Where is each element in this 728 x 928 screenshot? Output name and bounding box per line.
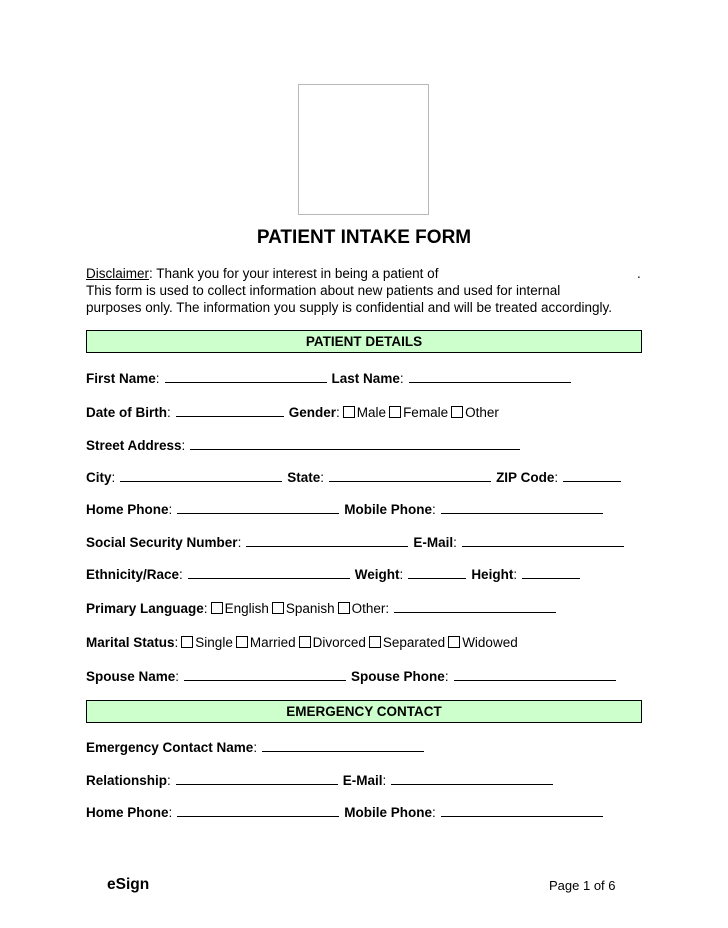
row-name: First Name : Last Name : [86, 369, 576, 387]
weight-label: Weight [354, 567, 400, 582]
gender-other-checkbox[interactable] [451, 406, 463, 418]
ethnicity-field[interactable] [188, 565, 350, 579]
home-phone-field[interactable] [177, 500, 339, 514]
logo-placeholder[interactable] [298, 84, 429, 215]
marital-divorced-checkbox[interactable] [299, 636, 311, 648]
relationship-label: Relationship [86, 773, 168, 788]
row-city-state-zip: City : State : ZIP Code : [86, 468, 621, 486]
state-label: State [287, 470, 321, 485]
zip-field[interactable] [563, 468, 621, 482]
marital-single-checkbox[interactable] [181, 636, 193, 648]
row-marital: Marital Status : Single Married Divorced Separated Widowed [86, 635, 518, 650]
marital-widowed-checkbox[interactable] [448, 636, 460, 648]
language-spanish-checkbox[interactable] [272, 602, 284, 614]
first-name-label: First Name [86, 371, 156, 386]
spouse-name-label: Spouse Name [86, 669, 176, 684]
page-title: PATIENT INTAKE FORM [256, 227, 472, 248]
spouse-phone-label: Spouse Phone [351, 669, 445, 684]
street-label: Street Address [86, 438, 182, 453]
spouse-name-field[interactable] [184, 667, 346, 681]
row-emergency-name: Emergency Contact Name : [86, 738, 429, 756]
disclaimer [86, 265, 646, 316]
marital-separated-label: Separated [382, 635, 446, 650]
mobile-phone-label: Mobile Phone [344, 502, 433, 517]
weight-field[interactable] [408, 565, 466, 579]
language-other-field[interactable] [394, 599, 556, 613]
section-header-patient-details: PATIENT DETAILS [86, 330, 642, 353]
home-phone-label: Home Phone [86, 502, 169, 517]
gender-other-label: Other [465, 405, 499, 420]
emergency-mobile-phone-label: Mobile Phone [344, 805, 433, 820]
city-field[interactable] [120, 468, 282, 482]
row-language: Primary Language : English Spanish Other: [86, 599, 561, 617]
row-ethnicity: Ethnicity/Race : Weight : Height : [86, 565, 585, 583]
marital-divorced-label: Divorced [312, 635, 366, 650]
language-english-checkbox[interactable] [211, 602, 223, 614]
marital-separated-checkbox[interactable] [369, 636, 381, 648]
ssn-label: Social Security Number [86, 535, 238, 550]
row-ssn-email: Social Security Number : E-Mail : [86, 533, 624, 551]
gender-male-checkbox[interactable] [343, 406, 355, 418]
emergency-email-label: E-Mail [342, 773, 383, 788]
emergency-name-label: Emergency Contact Name [86, 740, 254, 755]
disclaimer-line-2: This form is used to collect information about new patients and used for internal [86, 283, 561, 298]
ssn-field[interactable] [246, 533, 408, 547]
first-name-field[interactable] [165, 369, 327, 383]
language-spanish-label: Spanish [285, 601, 335, 616]
disclaimer-dot: . [637, 266, 641, 281]
marital-married-checkbox[interactable] [236, 636, 248, 648]
row-emergency-phones: Home Phone : Mobile Phone : [86, 803, 608, 821]
brand-logo: eSign [107, 876, 150, 893]
city-label: City [86, 470, 112, 485]
height-label: Height [471, 567, 514, 582]
disclaimer-label: Disclaimer [86, 266, 150, 281]
marital-label: Marital Status [86, 635, 175, 650]
mobile-phone-field[interactable] [441, 500, 603, 514]
ethnicity-label: Ethnicity/Race [86, 567, 180, 582]
emergency-home-phone-label: Home Phone [86, 805, 169, 820]
relationship-field[interactable] [176, 771, 338, 785]
gender-male-label: Male [356, 405, 387, 420]
row-dob-gender: Date of Birth : Gender : Male Female Other [86, 405, 499, 420]
marital-single-label: Single [195, 635, 233, 650]
last-name-label: Last Name [331, 371, 400, 386]
gender-female-checkbox[interactable] [389, 406, 401, 418]
height-field[interactable] [522, 565, 580, 579]
marital-widowed-label: Widowed [462, 635, 518, 650]
gender-female-label: Female [403, 405, 449, 420]
language-english-label: English [224, 601, 269, 616]
language-other-label: Other: [351, 601, 390, 616]
disclaimer-line-1 [86, 265, 646, 282]
page-number: Page 1 of 6 [549, 878, 616, 893]
emergency-mobile-phone-field[interactable] [441, 803, 603, 817]
row-street: Street Address : [86, 436, 525, 454]
emergency-email-field[interactable] [391, 771, 553, 785]
email-label: E-Mail [413, 535, 454, 550]
marital-married-label: Married [249, 635, 296, 650]
language-other-checkbox[interactable] [338, 602, 350, 614]
street-field[interactable] [190, 436, 520, 450]
section-header-emergency-contact: EMERGENCY CONTACT [86, 700, 642, 723]
row-spouse: Spouse Name : Spouse Phone : [86, 667, 621, 685]
row-phones: Home Phone : Mobile Phone : [86, 500, 608, 518]
gender-label: Gender [288, 405, 337, 420]
disclaimer-text: : Thank you for your interest in being a patient of [149, 266, 439, 281]
emergency-name-field[interactable] [262, 738, 424, 752]
spouse-phone-field[interactable] [454, 667, 616, 681]
zip-label: ZIP Code [496, 470, 555, 485]
disclaimer-line-3: purposes only. The information you supply is confidential and will be treated accordingly. [86, 300, 613, 315]
dob-label: Date of Birth [86, 405, 167, 420]
last-name-field[interactable] [409, 369, 571, 383]
dob-field[interactable] [176, 403, 284, 417]
language-label: Primary Language [86, 601, 204, 616]
state-field[interactable] [329, 468, 491, 482]
email-field[interactable] [462, 533, 624, 547]
emergency-home-phone-field[interactable] [177, 803, 339, 817]
row-emergency-relationship: Relationship : E-Mail : [86, 771, 558, 789]
